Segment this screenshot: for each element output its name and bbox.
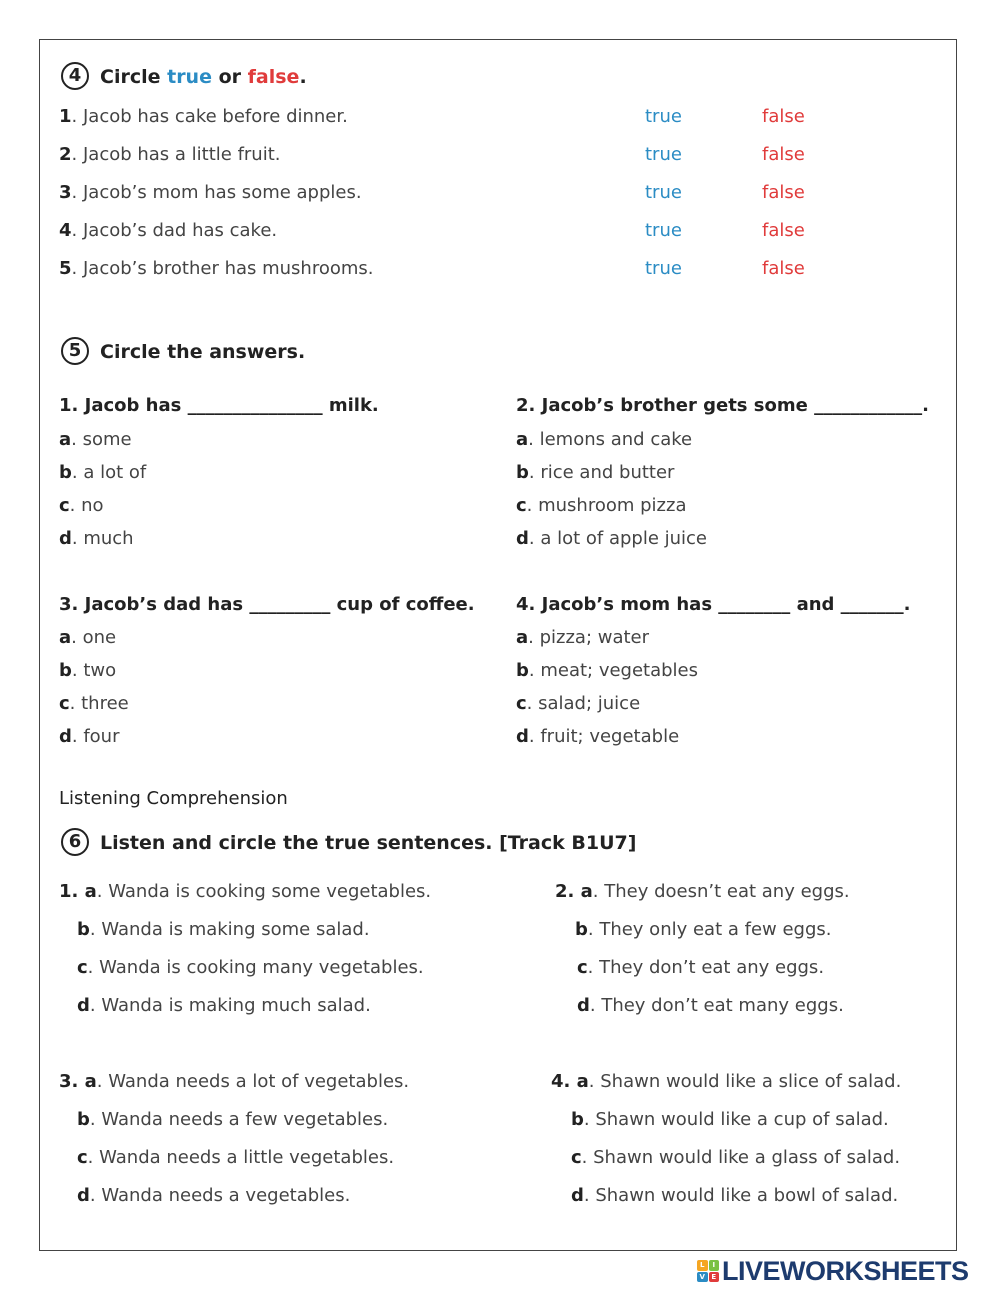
answer-option[interactable]: b. meat; vegetables: [516, 660, 699, 681]
liveworksheets-logo-text: LIVEWORKSHEETS: [722, 1255, 969, 1286]
listening-option[interactable]: d. Shawn would like a bowl of salad.: [571, 1185, 899, 1206]
listening-option[interactable]: b. Wanda is making some salad.: [77, 919, 370, 940]
logo-icon-letter: L: [697, 1260, 708, 1271]
heading-true-word: true: [167, 66, 212, 88]
listening-comprehension-label: Listening Comprehension: [59, 788, 288, 809]
answer-option[interactable]: b. rice and butter: [516, 462, 675, 483]
section-6-heading: Listen and circle the true sentences. [Track B1U7]: [100, 832, 637, 854]
tf-statement: 5. Jacob’s brother has mushrooms.: [59, 258, 374, 279]
logo-icon-letter: I: [709, 1260, 720, 1271]
false-option[interactable]: false: [762, 182, 805, 203]
heading-or-word: or: [211, 66, 248, 88]
answer-option[interactable]: c. mushroom pizza: [516, 495, 687, 516]
section-5-heading: Circle the answers.: [100, 341, 306, 363]
question-3: 3. Jacob’s dad has _________ cup of coffee.: [59, 594, 475, 615]
answer-option[interactable]: d. fruit; vegetable: [516, 726, 680, 747]
question-1: 1. Jacob has _______________ milk.: [59, 395, 379, 416]
listening-option[interactable]: b. Shawn would like a cup of salad.: [571, 1109, 889, 1130]
listening-option[interactable]: 4. a. Shawn would like a slice of salad.: [551, 1071, 902, 1092]
logo-icon-letter: E: [709, 1272, 720, 1283]
true-option[interactable]: true: [645, 182, 682, 203]
true-option[interactable]: true: [645, 258, 682, 279]
answer-option[interactable]: d. much: [59, 528, 134, 549]
section-6-number-circle: 6: [61, 828, 89, 856]
listening-option[interactable]: 2. a. They doesn’t eat any eggs.: [555, 881, 850, 902]
section-5-number-circle: 5: [61, 337, 89, 365]
listening-option[interactable]: c. Shawn would like a glass of salad.: [571, 1147, 901, 1168]
true-option[interactable]: true: [645, 106, 682, 127]
true-option[interactable]: true: [645, 144, 682, 165]
logo-icon-letter: V: [697, 1272, 708, 1283]
answer-option[interactable]: c. no: [59, 495, 104, 516]
answer-option[interactable]: d. a lot of apple juice: [516, 528, 708, 549]
listening-option[interactable]: d. They don’t eat many eggs.: [577, 995, 844, 1016]
listening-option[interactable]: d. Wanda needs a vegetables.: [77, 1185, 351, 1206]
answer-option[interactable]: a. pizza; water: [516, 627, 650, 648]
answer-option[interactable]: a. lemons and cake: [516, 429, 693, 450]
question-4: 4. Jacob’s mom has ________ and _______.: [516, 594, 911, 615]
answer-option[interactable]: c. salad; juice: [516, 693, 641, 714]
heading-end: .: [299, 66, 307, 88]
answer-option[interactable]: b. a lot of: [59, 462, 147, 483]
tf-statement: 2. Jacob has a little fruit.: [59, 144, 281, 165]
liveworksheets-logo: [697, 1255, 969, 1286]
section-4-heading: [100, 66, 307, 88]
listening-option[interactable]: c. Wanda is cooking many vegetables.: [77, 957, 424, 978]
listening-option[interactable]: 1. a. Wanda is cooking some vegetables.: [59, 881, 432, 902]
listening-option[interactable]: c. They don’t eat any eggs.: [577, 957, 825, 978]
section-4-number-circle: 4: [61, 62, 89, 90]
listening-option[interactable]: d. Wanda is making much salad.: [77, 995, 371, 1016]
answer-option[interactable]: a. one: [59, 627, 117, 648]
answer-option[interactable]: d. four: [59, 726, 120, 747]
true-option[interactable]: true: [645, 220, 682, 241]
liveworksheets-logo-icon: [697, 1260, 719, 1282]
false-option[interactable]: false: [762, 258, 805, 279]
tf-statement: 4. Jacob’s dad has cake.: [59, 220, 278, 241]
listening-option[interactable]: b. Wanda needs a few vegetables.: [77, 1109, 389, 1130]
heading-false-word: false: [247, 66, 300, 88]
listening-option[interactable]: b. They only eat a few eggs.: [575, 919, 832, 940]
tf-statement: 1. Jacob has cake before dinner.: [59, 106, 348, 127]
listening-option[interactable]: c. Wanda needs a little vegetables.: [77, 1147, 395, 1168]
answer-option[interactable]: b. two: [59, 660, 117, 681]
heading-prefix: Circle: [100, 66, 168, 88]
listening-option[interactable]: 3. a. Wanda needs a lot of vegetables.: [59, 1071, 410, 1092]
answer-option[interactable]: a. some: [59, 429, 132, 450]
tf-statement: 3. Jacob’s mom has some apples.: [59, 182, 362, 203]
question-2: 2. Jacob’s brother gets some ____________.: [516, 395, 929, 416]
answer-option[interactable]: c. three: [59, 693, 129, 714]
false-option[interactable]: false: [762, 106, 805, 127]
false-option[interactable]: false: [762, 220, 805, 241]
false-option[interactable]: false: [762, 144, 805, 165]
